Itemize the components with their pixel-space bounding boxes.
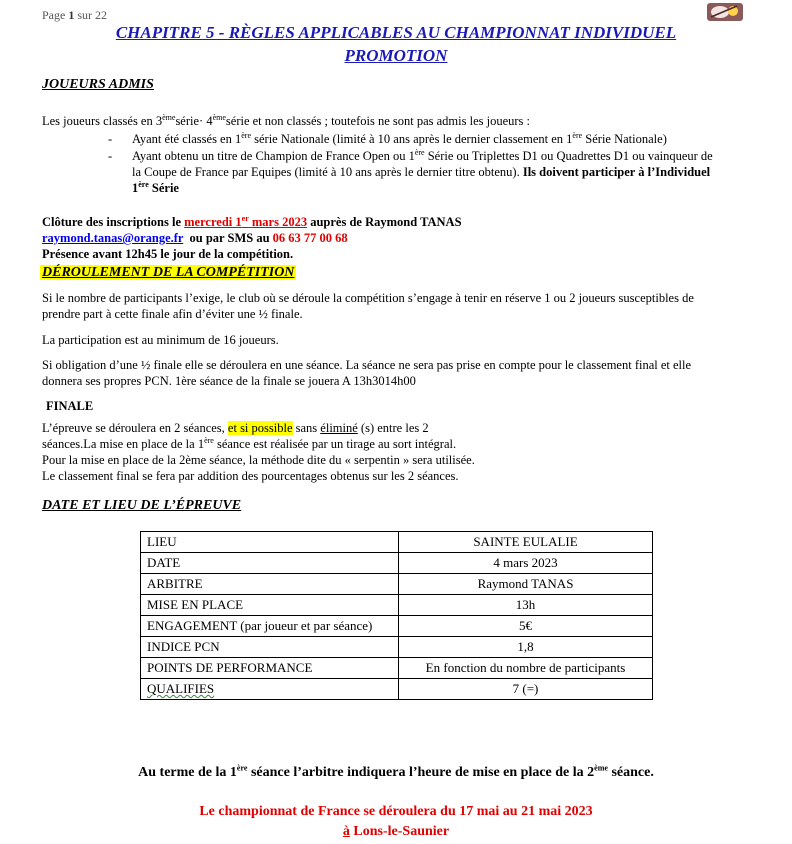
row-value: 7 (=) (399, 679, 653, 700)
championnat-line1: Le championnat de France se déroulera du 17 mai au 21 mai 2023 (199, 804, 593, 819)
logo-icon (706, 2, 744, 22)
exclusion-item-2: - Ayant obtenu un titre de Champion de France Open ou 1ère Série ou Triplettes D1 ou Quadrettes D1 ou vainqueur de la Coupe de France par Equipes (limité à 10 ans après le dernier titre obtenu). Ils doivent participer à l’Individuel 1ère Série (108, 147, 713, 195)
table-row (141, 637, 653, 658)
row-value: 1,8 (399, 637, 653, 658)
chapter-title: CHAPITRE 5 - RÈGLES APPLICABLES AU CHAMPIONNAT INDIVIDUEL (115, 23, 677, 42)
chapter-subtitle: PROMOTION (344, 46, 448, 65)
row-value: 5€ (399, 616, 653, 637)
page-word: Page (42, 8, 66, 22)
row-value: 4 mars 2023 (399, 553, 653, 574)
table-row (141, 658, 653, 679)
row-value: 13h (399, 595, 653, 616)
row-value: En fonction du nombre de participants (399, 658, 653, 679)
table-row (141, 532, 653, 553)
table-row (141, 553, 653, 574)
table-row (141, 595, 653, 616)
exclusion-item-1: - Ayant été classés en 1ère série Nationale (limité à 10 ans après le dernier classement en 1ère Série Nationale) (108, 130, 667, 146)
table-row (141, 574, 653, 595)
row-label: INDICE PCN (141, 637, 399, 658)
row-label: MISE EN PLACE (141, 595, 399, 616)
row-label: ARBITRE (141, 574, 399, 595)
section-deroulement: DÉROULEMENT DE LA COMPÉTITION (42, 265, 295, 280)
row-label: QUALIFIES (141, 679, 399, 700)
arbitre-note: Au terme de la 1ère séance l’arbitre indiquera l’heure de mise en place de la 2ème séance. (138, 763, 654, 780)
deroulement-p2: La participation est au minimum de 16 joueurs. (42, 333, 279, 347)
row-value: Raymond TANAS (399, 574, 653, 595)
joueurs-intro: Les joueurs classés en 3èmesérie· 4èmesérie et non classés ; toutefois ne sont pas admis les joueurs : (42, 112, 531, 128)
row-label: ENGAGEMENT (par joueur et par séance) (141, 616, 399, 637)
contact-line: raymond.tanas@orange.fr ou par SMS au 06 63 77 00 68 (42, 231, 348, 245)
finale-heading: FINALE (46, 399, 94, 413)
row-value: SAINTE EULALIE (399, 532, 653, 553)
table-row (141, 679, 653, 700)
presence-line: Présence avant 12h45 le jour de la compétition. (42, 247, 294, 261)
page-of: sur (77, 8, 92, 22)
deroulement-p3: Si obligation d’une ½ finale elle se déroulera en une séance. La séance ne sera pas prise en compte pour le classement final et elle donnera ses propres PCN. 1ère séance de la finale se jouera A 13h3014h00 (42, 358, 692, 388)
email-link[interactable]: raymond.tanas@orange.fr (42, 231, 184, 245)
finale-text: L’épreuve se déroulera en 2 séances, et si possible sans éliminé (s) entre les 2 séances.La mise en place de la 1ère séance est réalisée par un tirage au sort intégral. Pour la mise en place de la 2ème séance, la méthode dite du « serpentin » sera utilisée. Le classement final se fera par addition des pourcentages obtenus sur les 2 séances. (42, 421, 475, 483)
page-total: 22 (95, 8, 107, 22)
cloture-line: Clôture des inscriptions le mercredi 1er mars 2023 auprès de Raymond TANAS (42, 213, 462, 229)
row-label: DATE (141, 553, 399, 574)
section-joueurs-admis: JOUEURS ADMIS (42, 77, 154, 92)
championnat-line2: à Lons-le-Saunier (342, 824, 450, 839)
page-number: 1 (68, 8, 75, 22)
page-indicator (42, 8, 107, 23)
row-label: POINTS DE PERFORMANCE (141, 658, 399, 679)
table-row (141, 616, 653, 637)
section-date-lieu: DATE ET LIEU DE L’ÉPREUVE (42, 498, 242, 513)
deroulement-p1: Si le nombre de participants l’exige, le club où se déroule la compétition s’engage à tenir en réserve 1 ou 2 joueurs susceptibles de prendre part à cette finale afin d’éviter une ½ finale. (42, 291, 694, 321)
phone-number: 06 63 77 00 68 (272, 231, 348, 245)
row-label: LIEU (141, 532, 399, 553)
event-info-table (140, 531, 653, 700)
